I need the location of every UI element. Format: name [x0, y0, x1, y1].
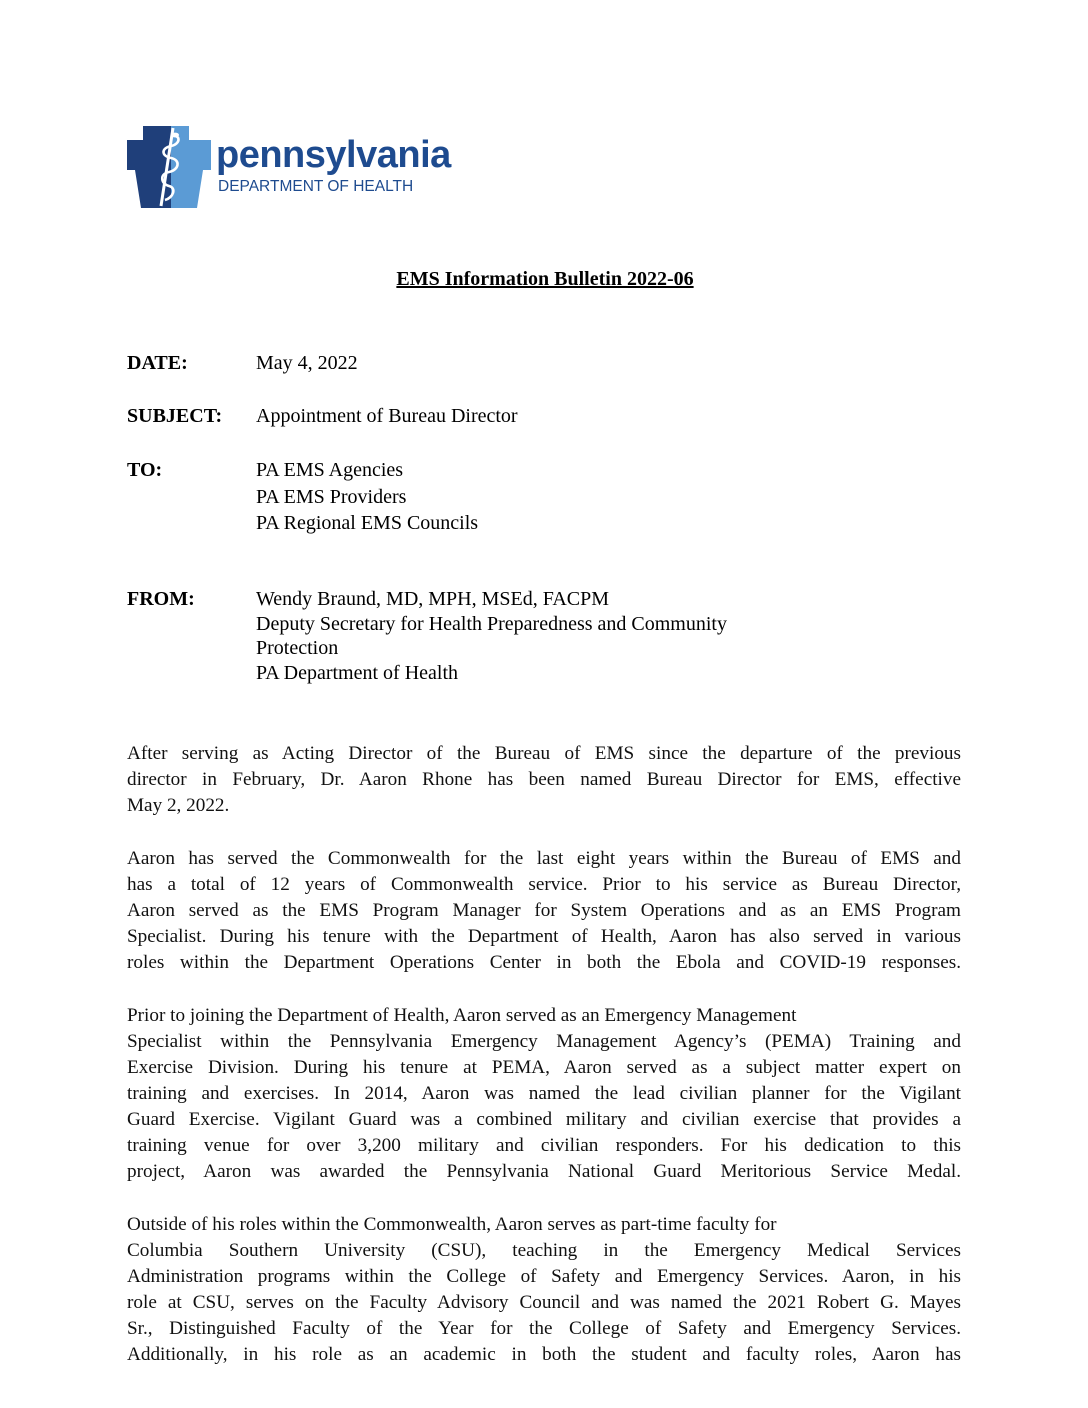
- to-label: TO:: [127, 459, 163, 481]
- subject-value: Appointment of Bureau Director: [256, 405, 518, 427]
- text-line: Guard Exercise. Vigilant Guard was a combined military and civilian exercise that provides a: [127, 1109, 961, 1130]
- logo-wordmark: pennsylvania: [216, 134, 451, 176]
- text-line: project, Aaron was awarded the Pennsylvania National Guard Meritorious Service Medal.: [127, 1161, 961, 1182]
- text-line: Additionally, in his role as an academic in both the student and faculty roles, Aaron has: [127, 1344, 961, 1365]
- to-recipient: PA Regional EMS Councils: [256, 512, 479, 534]
- text-line: Sr., Distinguished Faculty of the Year for the College of Safety and Emergency Services.: [127, 1318, 961, 1339]
- paragraph-pema: [127, 1003, 961, 1185]
- date-value: May 4, 2022: [256, 352, 358, 374]
- from-line: Deputy Secretary for Health Preparedness and Community: [256, 612, 727, 635]
- from-line: PA Department of Health: [256, 661, 459, 684]
- logo-department: DEPARTMENT OF HEALTH: [218, 178, 414, 195]
- from-label: FROM:: [127, 588, 195, 610]
- paragraph-commonwealth-service: [127, 846, 961, 976]
- text-line: Aaron served as the EMS Program Manager for System Operations and as an EMS Program: [127, 900, 961, 921]
- text-line: Prior to joining the Department of Health, Aaron served as an Emergency Management: [127, 1005, 797, 1026]
- text-line: training venue for over 3,200 military and civilian responders. For his dedication to this: [127, 1135, 961, 1156]
- bulletin-title: EMS Information Bulletin 2022-06: [396, 268, 694, 290]
- date-label: DATE:: [127, 352, 188, 374]
- subject-label: SUBJECT:: [127, 405, 223, 427]
- text-line: Administration programs within the College of Safety and Emergency Services. Aaron, in his: [127, 1266, 961, 1287]
- to-recipient: PA EMS Providers: [256, 485, 407, 508]
- text-line: role at CSU, serves on the Faculty Advisory Council and was named the 2021 Robert G. Mayes: [127, 1292, 961, 1313]
- from-line: Wendy Braund, MD, MPH, MSEd, FACPM: [256, 588, 610, 610]
- paragraph-appointment: [127, 741, 961, 819]
- text-line: training and exercises. In 2014, Aaron was named the lead civilian planner for the Vigilant: [127, 1083, 961, 1104]
- text-line: Columbia Southern University (CSU), teaching in the Emergency Medical Services: [127, 1240, 961, 1261]
- from-line: Protection: [256, 637, 339, 659]
- text-line: Aaron has served the Commonwealth for the last eight years within the Bureau of EMS and: [127, 848, 961, 869]
- text-line: May 2, 2022.: [127, 795, 230, 816]
- text-line: After serving as Acting Director of the Bureau of EMS since the departure of the previous: [127, 743, 961, 764]
- text-line: has a total of 12 years of Commonwealth service. Prior to his service as Bureau Director,: [127, 874, 961, 895]
- text-line: Exercise Division. During his tenure at PEMA, Aaron served as a subject matter expert on: [127, 1057, 961, 1078]
- text-line: roles within the Department Operations Center in both the Ebola and COVID-19 responses.: [127, 952, 961, 973]
- text-line: director in February, Dr. Aaron Rhone has been named Bureau Director for EMS, effective: [127, 769, 961, 790]
- text-line: Specialist within the Pennsylvania Emergency Management Agency’s (PEMA) Training and: [127, 1031, 961, 1052]
- paragraph-csu: [127, 1212, 961, 1368]
- pa-department-of-health-logo: [127, 126, 457, 208]
- text-line: Specialist. During his tenure with the Department of Health, Aaron has also served in various: [127, 926, 961, 947]
- text-line: Outside of his roles within the Commonwealth, Aaron serves as part-time faculty for: [127, 1214, 777, 1235]
- to-recipient: PA EMS Agencies: [256, 459, 404, 481]
- keystone-icon: [127, 126, 213, 208]
